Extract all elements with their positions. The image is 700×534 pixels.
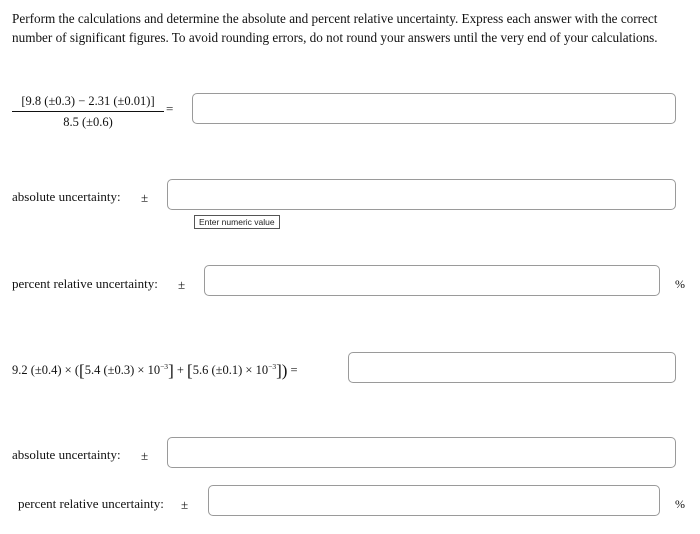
problem2-percent-relative-uncertainty-label: percent relative uncertainty: bbox=[18, 496, 164, 511]
problem1-result-input[interactable] bbox=[192, 93, 676, 124]
problem1-percent-relative-uncertainty-label: percent relative uncertainty: bbox=[12, 276, 158, 291]
instructions-text: Perform the calculations and determine the absolute and percent relative uncertainty. Express each answer with the correct number of significant figures. To avoid rounding errors, do not round your answers until the very end of your calculations. bbox=[12, 11, 658, 45]
problem1-absolute-uncertainty-input[interactable] bbox=[167, 179, 676, 210]
problem1-absolute-uncertainty-label: absolute uncertainty: bbox=[12, 189, 121, 204]
problem1-percent-unit: % bbox=[675, 277, 685, 291]
problem2-paren-close: ) bbox=[281, 361, 288, 380]
problem1-abs-plus-minus: ± bbox=[141, 190, 149, 205]
problem1-equals-sign: = bbox=[166, 101, 174, 116]
enter-numeric-value-tooltip: Enter numeric value bbox=[194, 215, 280, 229]
problem1-numerator: [9.8 (±0.3) − 2.31 (±0.01)] bbox=[12, 94, 164, 112]
problem1-pct-plus-minus: ± bbox=[178, 277, 186, 292]
problem1-percent-relative-uncertainty-input[interactable] bbox=[204, 265, 660, 296]
problem2-percent-unit: % bbox=[675, 497, 685, 511]
problem2-term-1-exponent: −3 bbox=[160, 362, 169, 371]
problem2-bracket-2-open: [ bbox=[187, 361, 193, 380]
problem2-pct-plus-minus: ± bbox=[181, 497, 189, 512]
problem1-denominator: 8.5 (±0.6) bbox=[63, 115, 113, 129]
problem2-absolute-uncertainty-input[interactable] bbox=[167, 437, 676, 468]
problem2-term-1: 5.4 (±0.3) × 10 bbox=[84, 363, 161, 377]
problem2-term-2: 5.6 (±0.1) × 10 bbox=[192, 363, 269, 377]
problem2-abs-plus-minus: ± bbox=[141, 448, 149, 463]
problem2-expression bbox=[12, 363, 298, 378]
problem1-fraction bbox=[12, 94, 164, 130]
problem2-expression-lead: 9.2 (±0.4) × ( bbox=[12, 363, 80, 377]
problem2-bracket-1-open: [ bbox=[79, 361, 85, 380]
problem2-absolute-uncertainty-label: absolute uncertainty: bbox=[12, 447, 121, 462]
problem2-plus-sign: + bbox=[173, 363, 188, 377]
problem2-percent-relative-uncertainty-input[interactable] bbox=[208, 485, 660, 516]
problem2-result-input[interactable] bbox=[348, 352, 676, 383]
problem2-bracket-1-close: ] bbox=[168, 361, 174, 380]
problem2-equals-sign: = bbox=[287, 363, 298, 377]
problem2-bracket-2-close: ] bbox=[276, 361, 282, 380]
problem2-term-2-exponent: −3 bbox=[268, 362, 277, 371]
